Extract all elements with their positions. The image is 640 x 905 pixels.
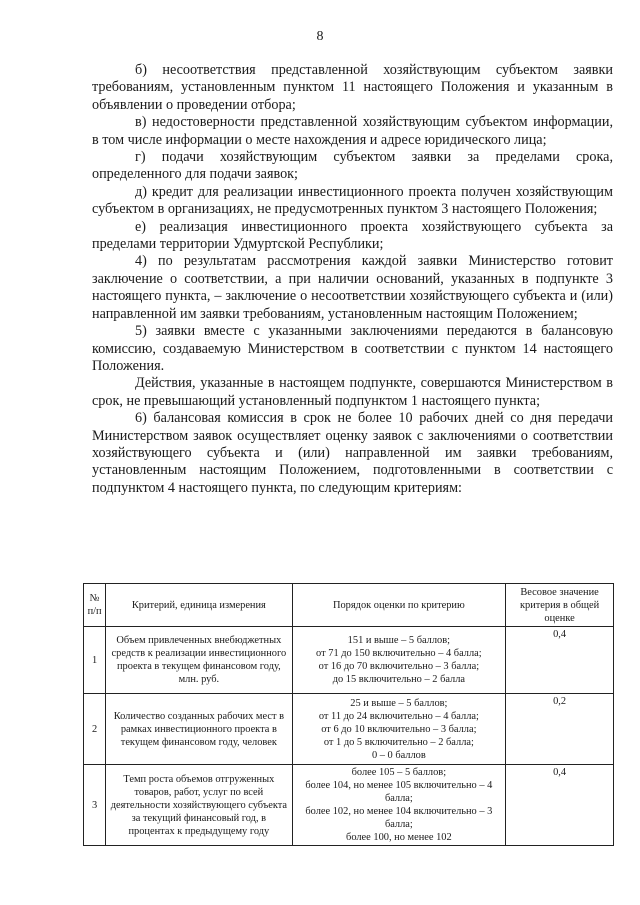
cell-order	[292, 765, 506, 846]
order-line: более 104, но менее 105 включительно – 4 балла;	[305, 780, 493, 804]
paragraph-b: б) несоответствия представленной хозяйствующим субъектом заявки требованиям, установленным пунктом 11 настоящего Положения и указанным в объявлении о проведении отбора;	[92, 62, 613, 113]
table-row	[84, 694, 614, 765]
criteria-table	[83, 583, 614, 846]
header-num: № п/п	[84, 584, 106, 627]
order-line: до 15 включительно – 2 балла	[332, 674, 466, 685]
table-header-row	[84, 584, 614, 627]
cell-criterion: Количество созданных рабочих мест в рамках инвестиционного проекта в текущем финансовом году, человек	[106, 694, 292, 765]
cell-criterion: Объем привлеченных внебюджетных средств к реализации инвестиционного проекта в текущем финансовом году, млн. руб.	[106, 627, 292, 694]
paragraph-5: 5) заявки вместе с указанными заключениями передаются в балансовую комиссию, создаваемую Министерством в соответствии с пунктом 14 настоящего Положения.	[92, 323, 613, 374]
cell-order	[292, 627, 506, 694]
order-line: от 1 до 5 включительно – 2 балла;	[323, 736, 474, 748]
cell-order	[292, 694, 506, 765]
cell-criterion: Темп роста объемов отгруженных товаров, работ, услуг по всей деятельности хозяйствующего субъекта за текущий финансовый год, в процентах к предыдущему году	[106, 765, 292, 846]
cell-num: 2	[84, 694, 106, 765]
order-line: более 105 – 5 баллов;	[351, 767, 447, 778]
order-line: более 102, но менее 104 включительно – 3 балла;	[305, 806, 493, 830]
order-line: от 16 до 70 включительно – 3 балла;	[318, 661, 480, 672]
paragraph-g: г) подачи хозяйствующим субъектом заявки за пределами срока, определенного для подачи заявок;	[92, 149, 613, 183]
paragraph-actions: Действия, указанные в настоящем подпункте, совершаются Министерством в срок, не превышающий установленный подпунктом 1 настоящего пункта;	[92, 375, 613, 409]
order-line: более 100, но менее 102	[346, 832, 452, 843]
paragraph-d: д) кредит для реализации инвестиционного проекта получен хозяйствующим субъектом в организациях, не предусмотренных пунктом 3 настоящего Положения;	[92, 183, 613, 218]
paragraph-6: 6) балансовая комиссия в срок не более 10 рабочих дней со дня передачи Министерством заявок осуществляет оценку заявок с заключениями о соответствии хозяйствующего субъекта и (или) направленной им заявки требованиям, установленным настоящим Положением, подготовленными в соответствии с подпунктом 4 настоящего пункта, по следующим критериям:	[92, 410, 613, 496]
order-line: 0 – 0 баллов	[371, 749, 426, 761]
order-line: от 11 до 24 включительно – 4 балла;	[318, 710, 479, 722]
cell-weight: 0,4	[506, 765, 614, 846]
page-number: 8	[316, 29, 324, 44]
order-line: 151 и выше – 5 баллов;	[347, 635, 451, 646]
table-row	[84, 765, 614, 846]
header-weight: Весовое значение критерия в общей оценке	[506, 584, 614, 627]
paragraph-v: в) недостоверности представленной хозяйствующим субъектом информации, в том числе информации о месте нахождения и адресе юридического лица;	[92, 114, 613, 148]
order-line: 25 и выше – 5 баллов;	[350, 697, 448, 709]
body-text	[92, 62, 613, 497]
paragraph-e: е) реализация инвестиционного проекта хозяйствующего субъекта за пределами территории Удмуртской Республики;	[92, 218, 613, 253]
header-order: Порядок оценки по критерию	[292, 584, 506, 627]
cell-num: 1	[84, 627, 106, 694]
table-row	[84, 627, 614, 694]
cell-num: 3	[84, 765, 106, 846]
cell-weight: 0,4	[506, 627, 614, 694]
paragraph-4: 4) по результатам рассмотрения каждой заявки Министерство готовит заключение о соответствии, а при наличии оснований, указанных в подпункте 3 настоящего пункта, – заключение о несоответствии хозяйствующего субъекта и (или) направленной им заявки требованиям, установленным настоящим Положением;	[92, 253, 613, 322]
cell-weight: 0,2	[506, 694, 614, 765]
order-line: от 71 до 150 включительно – 4 балла;	[316, 648, 482, 659]
order-line: от 6 до 10 включительно – 3 балла;	[321, 723, 477, 735]
header-criterion: Критерий, единица измерения	[106, 584, 292, 627]
